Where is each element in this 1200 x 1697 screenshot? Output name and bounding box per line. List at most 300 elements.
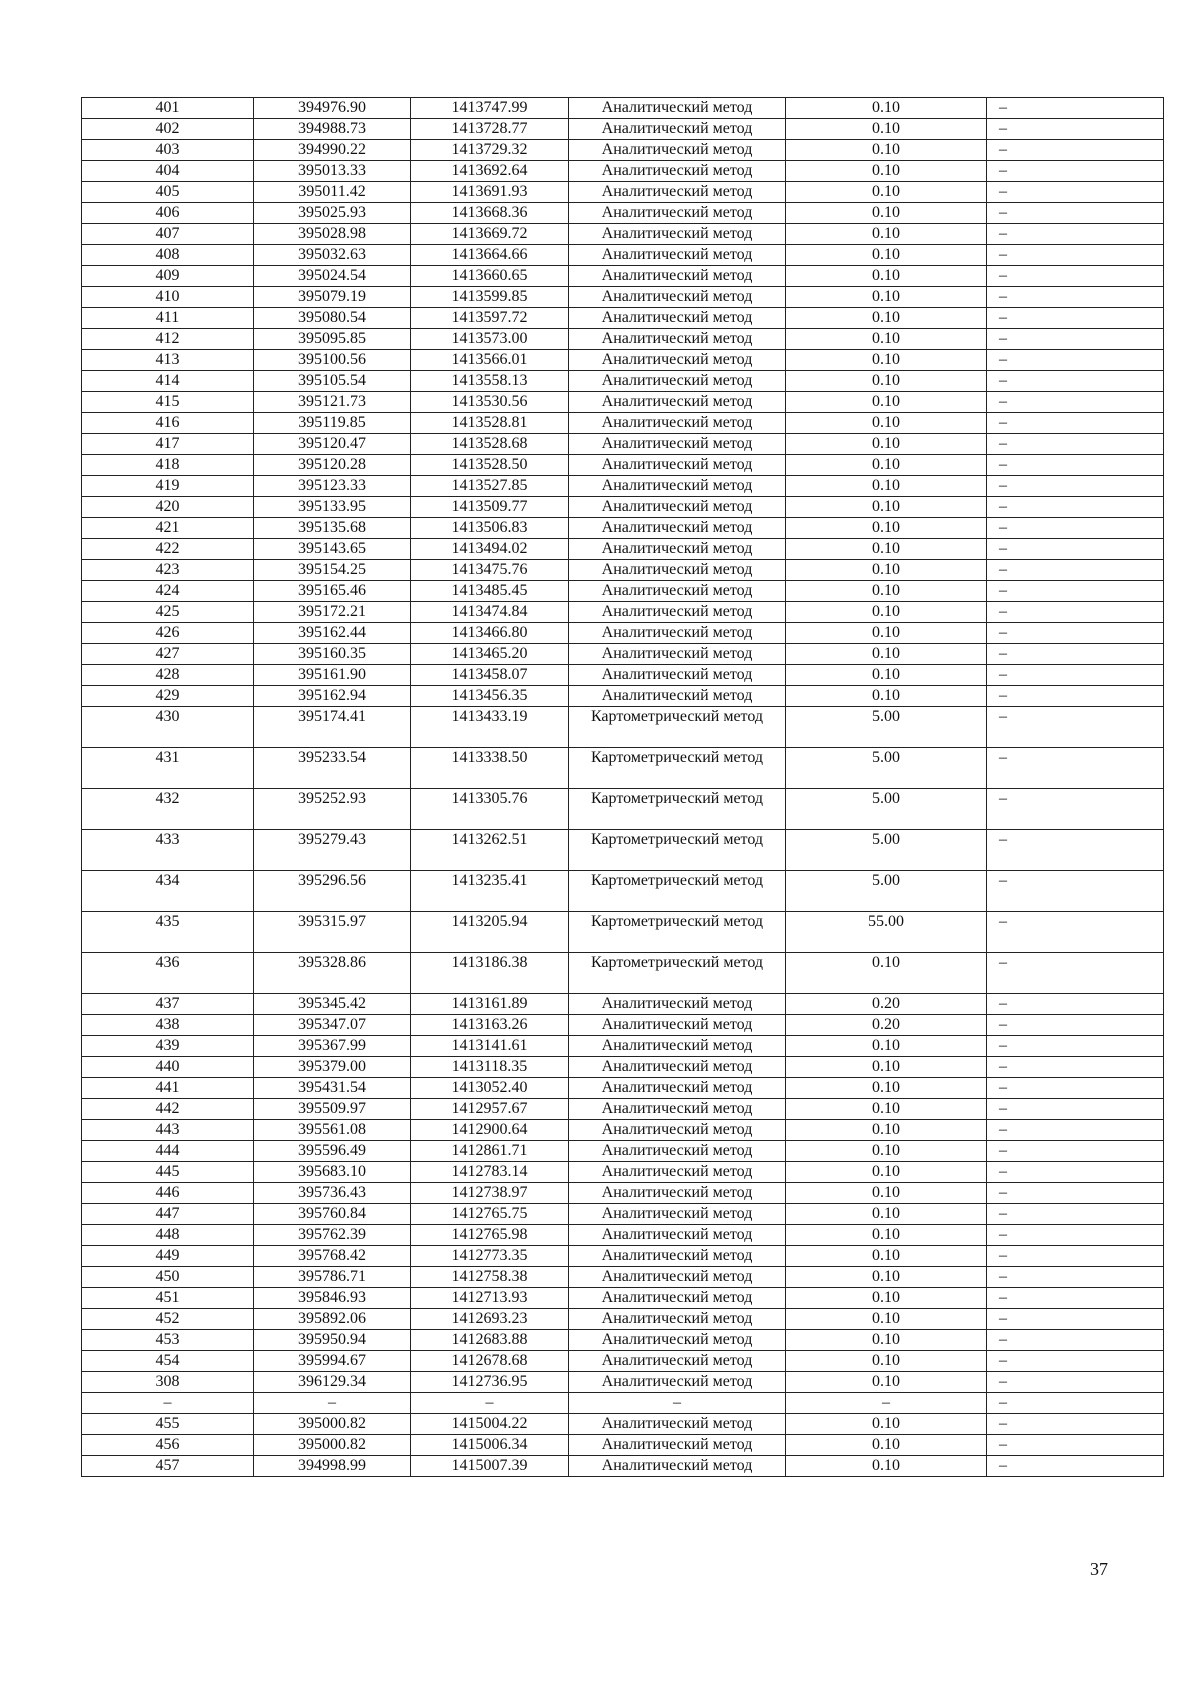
point-number-cell: 401 xyxy=(82,98,254,119)
accuracy-cell: 0.10 xyxy=(786,518,987,539)
y-coordinate-cell: 1413305.76 xyxy=(411,789,569,830)
note-cell: – xyxy=(987,1057,1164,1078)
accuracy-cell: 0.10 xyxy=(786,455,987,476)
x-coordinate-cell: 395328.86 xyxy=(254,953,411,994)
coordinates-table xyxy=(81,97,1164,1477)
y-coordinate-cell: 1412758.38 xyxy=(411,1267,569,1288)
method-cell: Аналитический метод xyxy=(569,1372,786,1393)
table-row xyxy=(82,140,1164,161)
point-number-cell: 414 xyxy=(82,371,254,392)
note-cell: – xyxy=(987,871,1164,912)
note-cell: – xyxy=(987,1162,1164,1183)
accuracy-cell: 0.20 xyxy=(786,994,987,1015)
point-number-cell: 452 xyxy=(82,1309,254,1330)
method-cell: Аналитический метод xyxy=(569,1015,786,1036)
point-number-cell: 421 xyxy=(82,518,254,539)
note-cell: – xyxy=(987,748,1164,789)
note-cell: – xyxy=(987,1267,1164,1288)
y-coordinate-cell: 1413528.68 xyxy=(411,434,569,455)
table-body xyxy=(82,98,1164,1477)
accuracy-cell: 0.10 xyxy=(786,1225,987,1246)
table-row xyxy=(82,1036,1164,1057)
point-number-cell: 410 xyxy=(82,287,254,308)
point-number-cell: 422 xyxy=(82,539,254,560)
y-coordinate-cell: 1415006.34 xyxy=(411,1435,569,1456)
method-cell: Аналитический метод xyxy=(569,539,786,560)
y-coordinate-cell: 1413558.13 xyxy=(411,371,569,392)
y-coordinate-cell: 1413729.32 xyxy=(411,140,569,161)
y-coordinate-cell: 1413141.61 xyxy=(411,1036,569,1057)
x-coordinate-cell: 395768.42 xyxy=(254,1246,411,1267)
note-cell: – xyxy=(987,581,1164,602)
accuracy-cell: 5.00 xyxy=(786,871,987,912)
x-coordinate-cell: 395100.56 xyxy=(254,350,411,371)
point-number-cell: 448 xyxy=(82,1225,254,1246)
note-cell: – xyxy=(987,371,1164,392)
x-coordinate-cell: 395174.41 xyxy=(254,707,411,748)
y-coordinate-cell: 1412773.35 xyxy=(411,1246,569,1267)
y-coordinate-cell: 1413338.50 xyxy=(411,748,569,789)
method-cell: Аналитический метод xyxy=(569,1141,786,1162)
accuracy-cell: 0.10 xyxy=(786,1372,987,1393)
note-cell: – xyxy=(987,1183,1164,1204)
accuracy-cell: 0.10 xyxy=(786,602,987,623)
table-row xyxy=(82,413,1164,434)
accuracy-cell: 0.10 xyxy=(786,1057,987,1078)
accuracy-cell: 0.10 xyxy=(786,329,987,350)
x-coordinate-cell: 395080.54 xyxy=(254,308,411,329)
accuracy-cell: 0.10 xyxy=(786,434,987,455)
method-cell: Аналитический метод xyxy=(569,1435,786,1456)
x-coordinate-cell: 395143.65 xyxy=(254,539,411,560)
accuracy-cell: 0.10 xyxy=(786,1456,987,1477)
y-coordinate-cell: 1413747.99 xyxy=(411,98,569,119)
note-cell: – xyxy=(987,392,1164,413)
y-coordinate-cell: 1413692.64 xyxy=(411,161,569,182)
y-coordinate-cell: 1413599.85 xyxy=(411,287,569,308)
x-coordinate-cell: 395892.06 xyxy=(254,1309,411,1330)
point-number-cell: 445 xyxy=(82,1162,254,1183)
point-number-cell: 419 xyxy=(82,476,254,497)
method-cell: Аналитический метод xyxy=(569,350,786,371)
table-row xyxy=(82,371,1164,392)
point-number-cell: 428 xyxy=(82,665,254,686)
table-row xyxy=(82,1309,1164,1330)
note-cell: – xyxy=(987,1141,1164,1162)
y-coordinate-cell: 1413530.56 xyxy=(411,392,569,413)
note-cell: – xyxy=(987,98,1164,119)
x-coordinate-cell: 395162.44 xyxy=(254,623,411,644)
method-cell: Аналитический метод xyxy=(569,182,786,203)
x-coordinate-cell: 395160.35 xyxy=(254,644,411,665)
method-cell: Картометрический метод xyxy=(569,912,786,953)
y-coordinate-cell: – xyxy=(411,1393,569,1414)
y-coordinate-cell: 1413466.80 xyxy=(411,623,569,644)
x-coordinate-cell: 395431.54 xyxy=(254,1078,411,1099)
point-number-cell: 432 xyxy=(82,789,254,830)
accuracy-cell: 0.10 xyxy=(786,686,987,707)
x-coordinate-cell: 395233.54 xyxy=(254,748,411,789)
x-coordinate-cell: 395315.97 xyxy=(254,912,411,953)
note-cell: – xyxy=(987,1078,1164,1099)
table-row xyxy=(82,1057,1164,1078)
note-cell: – xyxy=(987,1330,1164,1351)
method-cell: Аналитический метод xyxy=(569,686,786,707)
y-coordinate-cell: 1413528.50 xyxy=(411,455,569,476)
note-cell: – xyxy=(987,1435,1164,1456)
x-coordinate-cell: 395079.19 xyxy=(254,287,411,308)
table-row xyxy=(82,644,1164,665)
point-number-cell: 308 xyxy=(82,1372,254,1393)
y-coordinate-cell: 1413052.40 xyxy=(411,1078,569,1099)
note-cell: – xyxy=(987,287,1164,308)
method-cell: Аналитический метод xyxy=(569,1183,786,1204)
y-coordinate-cell: 1413728.77 xyxy=(411,119,569,140)
accuracy-cell: 0.10 xyxy=(786,623,987,644)
point-number-cell: 431 xyxy=(82,748,254,789)
y-coordinate-cell: 1413465.20 xyxy=(411,644,569,665)
accuracy-cell: 5.00 xyxy=(786,789,987,830)
method-cell: Аналитический метод xyxy=(569,161,786,182)
note-cell: – xyxy=(987,644,1164,665)
table-row xyxy=(82,581,1164,602)
y-coordinate-cell: 1413691.93 xyxy=(411,182,569,203)
table-row xyxy=(82,1162,1164,1183)
table-row xyxy=(82,182,1164,203)
table-row xyxy=(82,560,1164,581)
point-number-cell: 427 xyxy=(82,644,254,665)
point-number-cell: 426 xyxy=(82,623,254,644)
table-row xyxy=(82,665,1164,686)
method-cell: Аналитический метод xyxy=(569,602,786,623)
accuracy-cell: 0.10 xyxy=(786,560,987,581)
x-coordinate-cell: 395561.08 xyxy=(254,1120,411,1141)
y-coordinate-cell: 1415004.22 xyxy=(411,1414,569,1435)
y-coordinate-cell: 1413161.89 xyxy=(411,994,569,1015)
accuracy-cell: 0.10 xyxy=(786,1267,987,1288)
point-number-cell: 408 xyxy=(82,245,254,266)
accuracy-cell: 0.10 xyxy=(786,140,987,161)
y-coordinate-cell: 1413566.01 xyxy=(411,350,569,371)
note-cell: – xyxy=(987,994,1164,1015)
accuracy-cell: 55.00 xyxy=(786,912,987,953)
page-number: 37 xyxy=(1090,1559,1108,1579)
accuracy-cell: 0.10 xyxy=(786,1204,987,1225)
y-coordinate-cell: 1413163.26 xyxy=(411,1015,569,1036)
note-cell: – xyxy=(987,1225,1164,1246)
y-coordinate-cell: 1413118.35 xyxy=(411,1057,569,1078)
accuracy-cell: 0.10 xyxy=(786,1414,987,1435)
point-number-cell: 416 xyxy=(82,413,254,434)
y-coordinate-cell: 1412900.64 xyxy=(411,1120,569,1141)
note-cell: – xyxy=(987,308,1164,329)
note-cell: – xyxy=(987,1120,1164,1141)
y-coordinate-cell: 1413262.51 xyxy=(411,830,569,871)
point-number-cell: 405 xyxy=(82,182,254,203)
note-cell: – xyxy=(987,1204,1164,1225)
x-coordinate-cell: 395762.39 xyxy=(254,1225,411,1246)
accuracy-cell: 0.10 xyxy=(786,182,987,203)
table-row xyxy=(82,623,1164,644)
x-coordinate-cell: 394988.73 xyxy=(254,119,411,140)
accuracy-cell: 0.10 xyxy=(786,413,987,434)
point-number-cell: 406 xyxy=(82,203,254,224)
note-cell: – xyxy=(987,1456,1164,1477)
method-cell: Аналитический метод xyxy=(569,1099,786,1120)
note-cell: – xyxy=(987,1099,1164,1120)
accuracy-cell: 0.10 xyxy=(786,644,987,665)
accuracy-cell: 0.10 xyxy=(786,497,987,518)
x-coordinate-cell: 395172.21 xyxy=(254,602,411,623)
accuracy-cell: 0.10 xyxy=(786,1330,987,1351)
point-number-cell: 437 xyxy=(82,994,254,1015)
accuracy-cell: 0.10 xyxy=(786,308,987,329)
method-cell: Аналитический метод xyxy=(569,581,786,602)
point-number-cell: 443 xyxy=(82,1120,254,1141)
point-number-cell: 430 xyxy=(82,707,254,748)
accuracy-cell: 0.10 xyxy=(786,119,987,140)
accuracy-cell: 0.10 xyxy=(786,266,987,287)
table-row xyxy=(82,266,1164,287)
x-coordinate-cell: 395105.54 xyxy=(254,371,411,392)
accuracy-cell: 0.10 xyxy=(786,350,987,371)
accuracy-cell: 5.00 xyxy=(786,707,987,748)
note-cell: – xyxy=(987,245,1164,266)
method-cell: Аналитический метод xyxy=(569,476,786,497)
note-cell: – xyxy=(987,413,1164,434)
accuracy-cell: 0.10 xyxy=(786,224,987,245)
x-coordinate-cell: 395994.67 xyxy=(254,1351,411,1372)
point-number-cell: 453 xyxy=(82,1330,254,1351)
table-row xyxy=(82,1372,1164,1393)
table-row xyxy=(82,476,1164,497)
table-row xyxy=(82,686,1164,707)
accuracy-cell: 0.10 xyxy=(786,1036,987,1057)
method-cell: Аналитический метод xyxy=(569,287,786,308)
method-cell: Картометрический метод xyxy=(569,707,786,748)
method-cell: Аналитический метод xyxy=(569,1204,786,1225)
x-coordinate-cell: 395133.95 xyxy=(254,497,411,518)
y-coordinate-cell: 1413528.81 xyxy=(411,413,569,434)
x-coordinate-cell: 395123.33 xyxy=(254,476,411,497)
accuracy-cell: 0.10 xyxy=(786,1183,987,1204)
accuracy-cell: 0.10 xyxy=(786,392,987,413)
x-coordinate-cell: 395252.93 xyxy=(254,789,411,830)
method-cell: Аналитический метод xyxy=(569,1309,786,1330)
x-coordinate-cell: 395367.99 xyxy=(254,1036,411,1057)
point-number-cell: 435 xyxy=(82,912,254,953)
y-coordinate-cell: 1412765.98 xyxy=(411,1225,569,1246)
table-row xyxy=(82,830,1164,871)
x-coordinate-cell: 395786.71 xyxy=(254,1267,411,1288)
method-cell: Аналитический метод xyxy=(569,497,786,518)
table-row xyxy=(82,161,1164,182)
point-number-cell: 447 xyxy=(82,1204,254,1225)
accuracy-cell: 0.10 xyxy=(786,1309,987,1330)
table-row xyxy=(82,1078,1164,1099)
method-cell: Аналитический метод xyxy=(569,1036,786,1057)
table-row xyxy=(82,1225,1164,1246)
point-number-cell: 451 xyxy=(82,1288,254,1309)
method-cell: Аналитический метод xyxy=(569,434,786,455)
x-coordinate-cell: 395000.82 xyxy=(254,1414,411,1435)
note-cell: – xyxy=(987,1036,1164,1057)
table-row xyxy=(82,119,1164,140)
accuracy-cell: 0.20 xyxy=(786,1015,987,1036)
accuracy-cell: 0.10 xyxy=(786,98,987,119)
point-number-cell: 403 xyxy=(82,140,254,161)
note-cell: – xyxy=(987,1015,1164,1036)
note-cell: – xyxy=(987,602,1164,623)
table-row xyxy=(82,1351,1164,1372)
x-coordinate-cell: 395025.93 xyxy=(254,203,411,224)
method-cell: Картометрический метод xyxy=(569,789,786,830)
method-cell: Аналитический метод xyxy=(569,308,786,329)
point-number-cell: 407 xyxy=(82,224,254,245)
accuracy-cell: 0.10 xyxy=(786,203,987,224)
point-number-cell: 456 xyxy=(82,1435,254,1456)
table-row xyxy=(82,994,1164,1015)
note-cell: – xyxy=(987,329,1164,350)
table-row xyxy=(82,1414,1164,1435)
table-row xyxy=(82,308,1164,329)
point-number-cell: 412 xyxy=(82,329,254,350)
accuracy-cell: 0.10 xyxy=(786,161,987,182)
table-row xyxy=(82,434,1164,455)
y-coordinate-cell: 1413494.02 xyxy=(411,539,569,560)
point-number-cell: 455 xyxy=(82,1414,254,1435)
method-cell: Аналитический метод xyxy=(569,518,786,539)
x-coordinate-cell: 395028.98 xyxy=(254,224,411,245)
y-coordinate-cell: 1413664.66 xyxy=(411,245,569,266)
table-row xyxy=(82,1267,1164,1288)
y-coordinate-cell: 1413186.38 xyxy=(411,953,569,994)
note-cell: – xyxy=(987,119,1164,140)
note-cell: – xyxy=(987,830,1164,871)
y-coordinate-cell: 1413433.19 xyxy=(411,707,569,748)
x-coordinate-cell: 395683.10 xyxy=(254,1162,411,1183)
method-cell: Аналитический метод xyxy=(569,1246,786,1267)
point-number-cell: 434 xyxy=(82,871,254,912)
method-cell: Аналитический метод xyxy=(569,623,786,644)
accuracy-cell: 0.10 xyxy=(786,245,987,266)
y-coordinate-cell: 1412783.14 xyxy=(411,1162,569,1183)
y-coordinate-cell: 1413235.41 xyxy=(411,871,569,912)
table-row xyxy=(82,329,1164,350)
method-cell: Аналитический метод xyxy=(569,1414,786,1435)
y-coordinate-cell: 1412765.75 xyxy=(411,1204,569,1225)
table-row xyxy=(82,1183,1164,1204)
accuracy-cell: – xyxy=(786,1393,987,1414)
x-coordinate-cell: 395846.93 xyxy=(254,1288,411,1309)
point-number-cell: 441 xyxy=(82,1078,254,1099)
method-cell: Аналитический метод xyxy=(569,266,786,287)
x-coordinate-cell: 395347.07 xyxy=(254,1015,411,1036)
table-row xyxy=(82,287,1164,308)
table-row xyxy=(82,1393,1164,1414)
point-number-cell: 450 xyxy=(82,1267,254,1288)
y-coordinate-cell: 1413456.35 xyxy=(411,686,569,707)
table-row xyxy=(82,707,1164,748)
y-coordinate-cell: 1413506.83 xyxy=(411,518,569,539)
accuracy-cell: 0.10 xyxy=(786,371,987,392)
method-cell: Аналитический метод xyxy=(569,644,786,665)
note-cell: – xyxy=(987,1288,1164,1309)
table-row xyxy=(82,455,1164,476)
x-coordinate-cell: 395121.73 xyxy=(254,392,411,413)
method-cell: Аналитический метод xyxy=(569,665,786,686)
note-cell: – xyxy=(987,623,1164,644)
note-cell: – xyxy=(987,665,1164,686)
table-row xyxy=(82,224,1164,245)
x-coordinate-cell: 394990.22 xyxy=(254,140,411,161)
table-row xyxy=(82,1456,1164,1477)
accuracy-cell: 0.10 xyxy=(786,1288,987,1309)
table-row xyxy=(82,245,1164,266)
point-number-cell: 433 xyxy=(82,830,254,871)
note-cell: – xyxy=(987,686,1164,707)
table-row xyxy=(82,98,1164,119)
x-coordinate-cell: 395032.63 xyxy=(254,245,411,266)
table-row xyxy=(82,953,1164,994)
y-coordinate-cell: 1412736.95 xyxy=(411,1372,569,1393)
point-number-cell: 423 xyxy=(82,560,254,581)
note-cell: – xyxy=(987,707,1164,748)
method-cell: Аналитический метод xyxy=(569,455,786,476)
x-coordinate-cell: 395024.54 xyxy=(254,266,411,287)
table-row xyxy=(82,497,1164,518)
accuracy-cell: 0.10 xyxy=(786,287,987,308)
point-number-cell: 411 xyxy=(82,308,254,329)
method-cell: Аналитический метод xyxy=(569,203,786,224)
x-coordinate-cell: 395950.94 xyxy=(254,1330,411,1351)
x-coordinate-cell: 395095.85 xyxy=(254,329,411,350)
table-row xyxy=(82,1204,1164,1225)
method-cell: Аналитический метод xyxy=(569,994,786,1015)
table-row xyxy=(82,518,1164,539)
accuracy-cell: 0.10 xyxy=(786,539,987,560)
table-row xyxy=(82,392,1164,413)
note-cell: – xyxy=(987,1246,1164,1267)
accuracy-cell: 0.10 xyxy=(786,1099,987,1120)
accuracy-cell: 0.10 xyxy=(786,1120,987,1141)
accuracy-cell: 0.10 xyxy=(786,953,987,994)
note-cell: – xyxy=(987,266,1164,287)
method-cell: Аналитический метод xyxy=(569,245,786,266)
method-cell: Картометрический метод xyxy=(569,748,786,789)
x-coordinate-cell: 395011.42 xyxy=(254,182,411,203)
note-cell: – xyxy=(987,140,1164,161)
point-number-cell: 413 xyxy=(82,350,254,371)
y-coordinate-cell: 1415007.39 xyxy=(411,1456,569,1477)
x-coordinate-cell: 395596.49 xyxy=(254,1141,411,1162)
x-coordinate-cell: 395013.33 xyxy=(254,161,411,182)
point-number-cell: 425 xyxy=(82,602,254,623)
accuracy-cell: 0.10 xyxy=(786,1246,987,1267)
method-cell: Аналитический метод xyxy=(569,1078,786,1099)
note-cell: – xyxy=(987,350,1164,371)
method-cell: Картометрический метод xyxy=(569,830,786,871)
y-coordinate-cell: 1412678.68 xyxy=(411,1351,569,1372)
x-coordinate-cell: 395760.84 xyxy=(254,1204,411,1225)
accuracy-cell: 0.10 xyxy=(786,1141,987,1162)
method-cell: Аналитический метод xyxy=(569,1267,786,1288)
x-coordinate-cell: 395736.43 xyxy=(254,1183,411,1204)
x-coordinate-cell: 395379.00 xyxy=(254,1057,411,1078)
note-cell: – xyxy=(987,1414,1164,1435)
table-row xyxy=(82,912,1164,953)
note-cell: – xyxy=(987,1393,1164,1414)
